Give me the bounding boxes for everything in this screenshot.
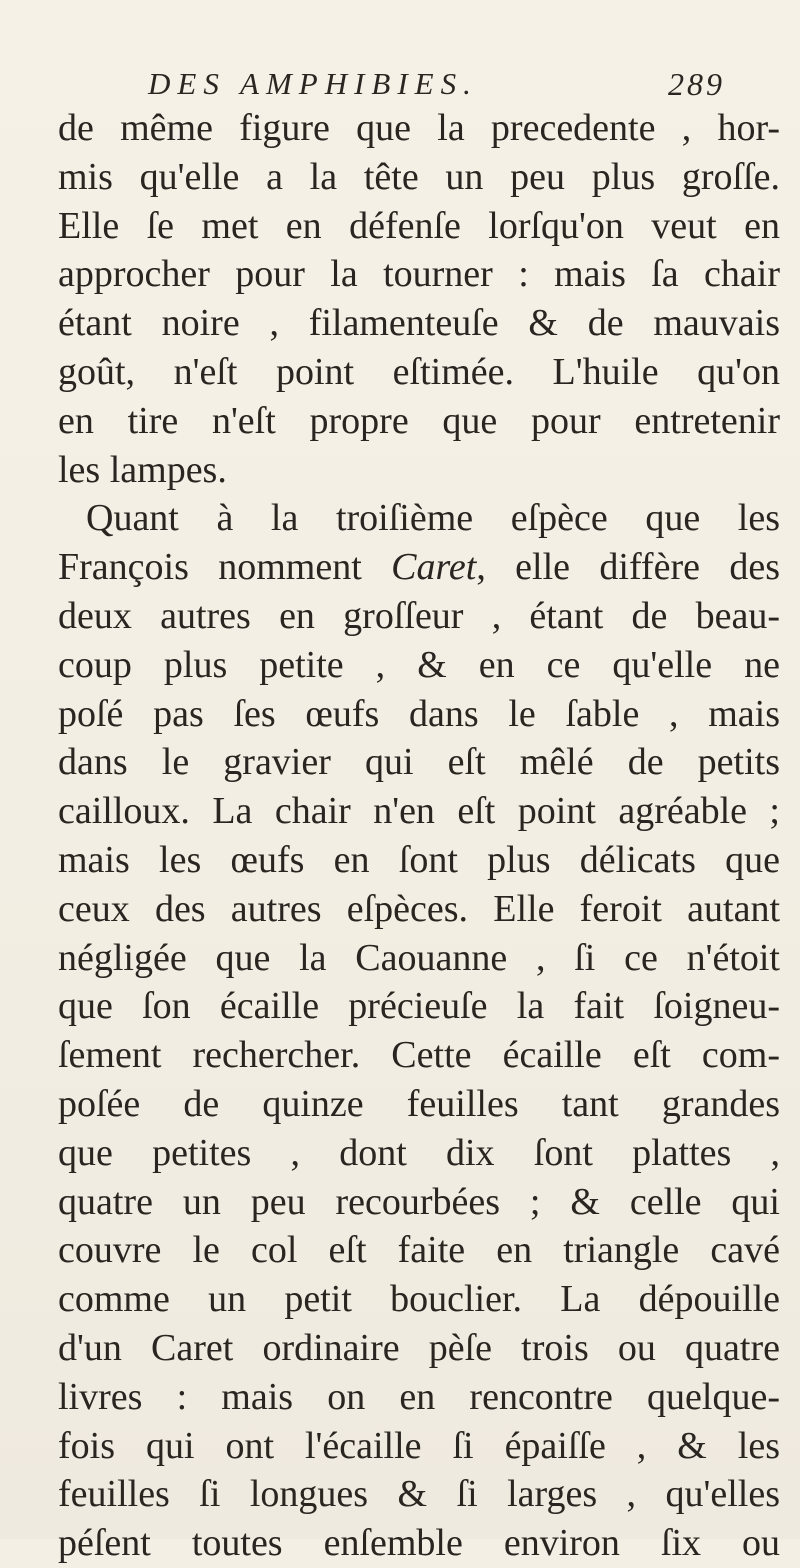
text-line: que petites , dont dix ſont plattes ,	[58, 1131, 780, 1174]
text-line: couvre le col eſt faite en triangle cavé	[58, 1229, 780, 1272]
page-number: 289	[668, 66, 725, 102]
text-line: péſent toutes enſemble environ ſix ou	[58, 1522, 780, 1565]
text-line: quatre un peu recourbées ; & celle qui	[58, 1180, 780, 1223]
text-line: que ſon écaille précieuſe la fait ſoigneu-	[58, 985, 780, 1028]
text-line: de même figure que la precedente , hor-	[58, 107, 780, 149]
text-line: d'un Caret ordinaire pèſe trois ou quatre	[58, 1326, 780, 1369]
text-line: Quant à la troiſième eſpèce que les	[86, 497, 780, 540]
running-head: DES AMPHIBIES.	[148, 66, 478, 101]
text-line: étant noire , filamenteuſe & de mauvais	[58, 302, 780, 345]
text-line: mais les œufs en ſont plus délicats que	[58, 838, 780, 881]
text-line: ceux des autres eſpèces. Elle feroit autant	[58, 887, 780, 930]
text-line: poſé pas ſes œufs dans le ſable , mais	[58, 692, 780, 735]
text-line: approcher pour la tourner : mais ſa chair	[58, 253, 780, 296]
text-line-with-italic	[58, 543, 780, 592]
text-line: poſée de quinze feuilles tant grandes	[58, 1082, 780, 1125]
text-line: comme un petit bouclier. La dépouille	[58, 1278, 780, 1321]
body-text	[58, 104, 780, 1568]
text-line: cailloux. La chair n'en eſt point agréable ;	[58, 790, 780, 833]
text-line: goût, n'eſt point eſtimée. L'huile qu'on	[58, 350, 780, 393]
text-line: mis qu'elle a la tête un peu plus groſſe.	[58, 155, 780, 198]
text-line: deux autres en groſſeur , étant de beau-	[58, 594, 780, 637]
italic-word-caret: Caret	[391, 546, 477, 589]
text-line: coup plus petite , & en ce qu'elle ne	[58, 643, 780, 686]
text-line: dans le gravier qui eſt mêlé de petits	[58, 741, 780, 784]
text-fragment: , elle diffère des	[476, 546, 780, 589]
text-line: négligée que la Caouanne , ſi ce n'étoit	[58, 936, 780, 979]
text-line: Elle ſe met en défenſe lorſqu'on veut en	[58, 204, 780, 247]
text-fragment: François nomment	[58, 546, 362, 589]
text-line: ſement rechercher. Cette écaille eſt com-	[58, 1034, 780, 1077]
text-line: en tire n'eſt propre que pour entretenir	[58, 399, 780, 442]
text-line: livres : mais on en rencontre quelque-	[58, 1375, 780, 1418]
text-line: fois qui ont l'écaille ſi épaiſſe , & les	[58, 1424, 780, 1467]
text-line: les lampes.	[58, 448, 227, 491]
text-line: feuilles ſi longues & ſi larges , qu'elles	[58, 1473, 780, 1516]
